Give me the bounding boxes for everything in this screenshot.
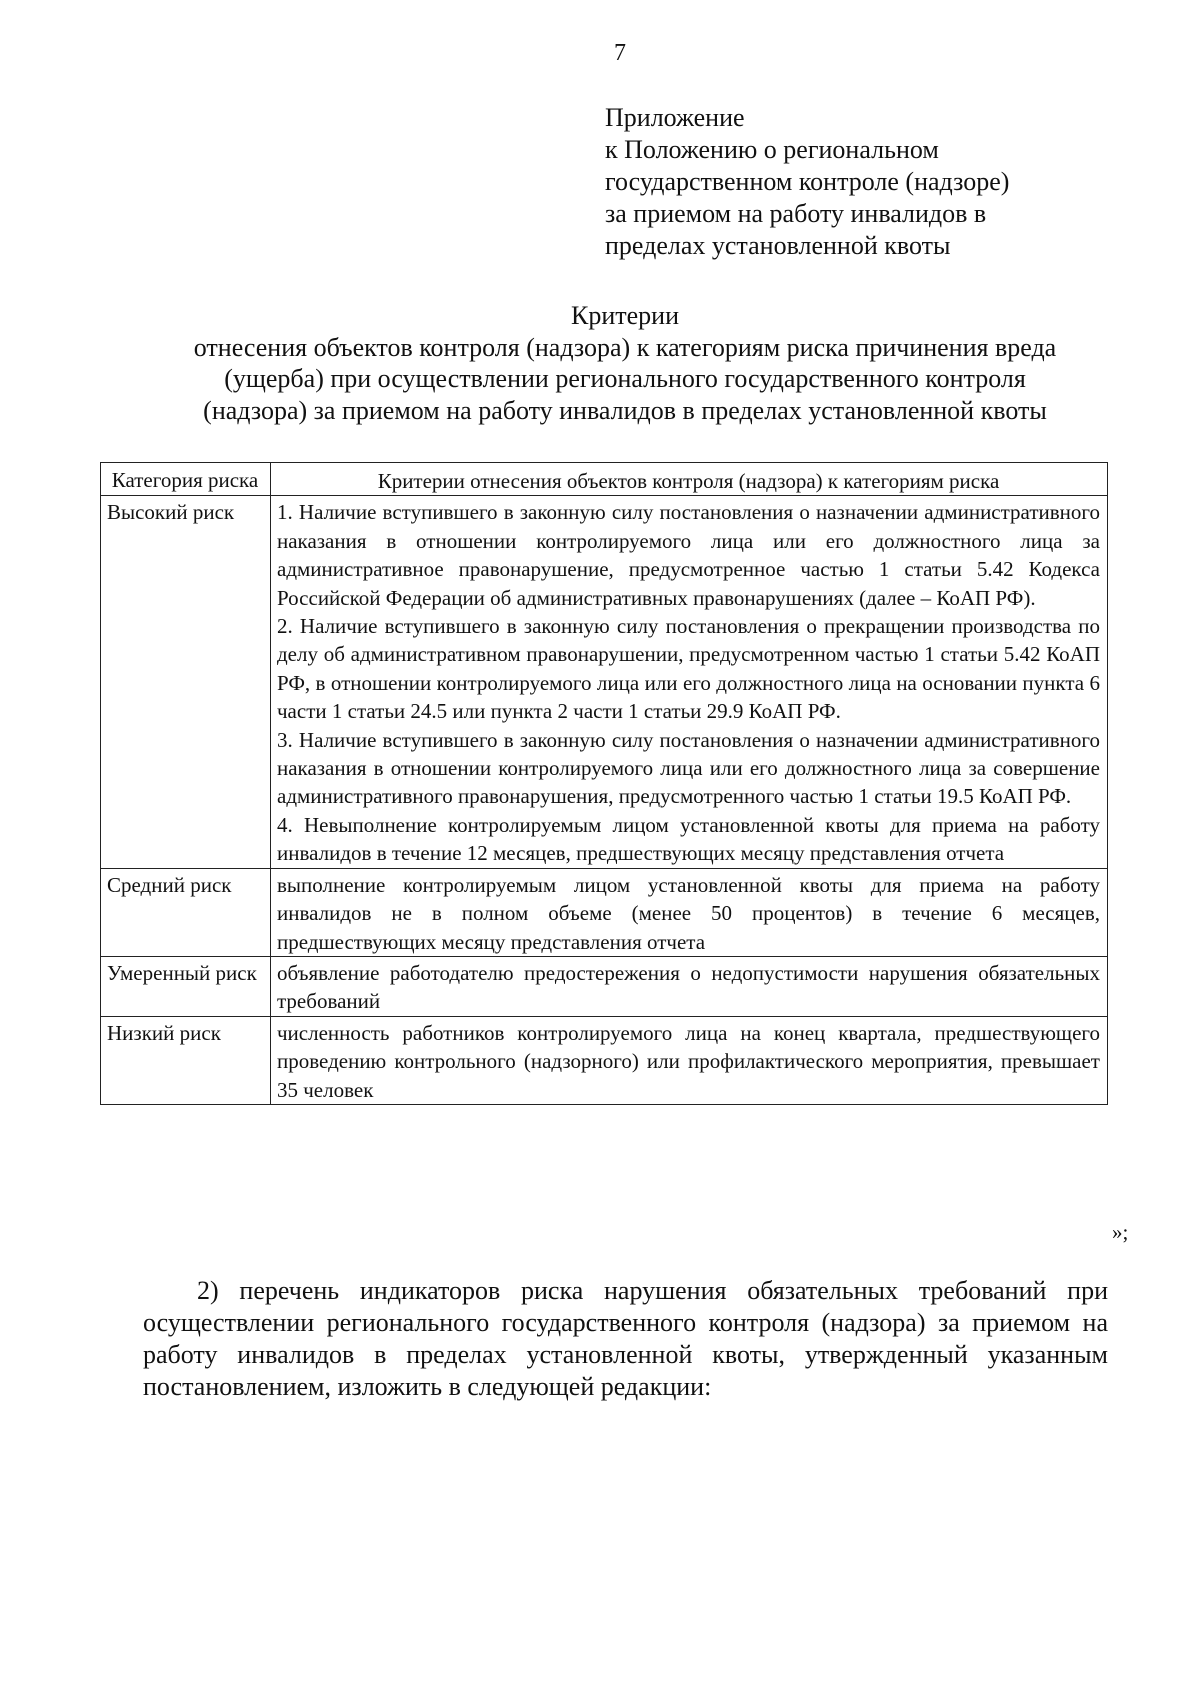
title-line: Критерии xyxy=(571,301,679,330)
appendix-line: к Положению о региональном xyxy=(605,135,939,164)
risk-criteria-low xyxy=(271,1016,1108,1104)
title-line: отнесения объектов контроля (надзора) к категориям риска причинения вреда xyxy=(193,332,1057,362)
risk-criteria-high xyxy=(271,496,1108,868)
risk-category-moderate: Умеренный риск xyxy=(101,956,271,1016)
table-row xyxy=(101,956,1108,1016)
appendix-line: государственном контроле (надзоре) xyxy=(605,167,1010,196)
criterion-item: 1. Наличие вступившего в законную силу постановления о назначении административного наказания в отношении контролируемого лица или его должностного лица за административное правонарушение, предусмотренное частью 1 статьи 5.42 Кодекса Российской Федерации об административных правонарушениях (далее – КоАП РФ). xyxy=(277,500,1100,610)
table-row xyxy=(101,496,1108,868)
document-title xyxy=(100,300,1150,426)
table-header-row xyxy=(101,463,1108,496)
header-category: Категория риска xyxy=(101,463,271,496)
risk-criteria-medium xyxy=(271,868,1108,956)
risk-category-high: Высокий риск xyxy=(101,496,271,868)
closing-quote-mark: »; xyxy=(1112,1220,1129,1244)
appendix-line: Приложение xyxy=(605,103,745,132)
title-line: (ущерба) при осуществлении регионального государственного контроля xyxy=(224,364,1026,393)
table-row xyxy=(101,1016,1108,1104)
risk-criteria-table xyxy=(100,462,1108,1105)
criterion-item: объявление работодателю предостережения о недопустимости нарушения обязательных требований xyxy=(277,960,1100,1014)
title-line: (надзора) за приемом на работу инвалидов в пределах установленной квоты xyxy=(203,395,1047,425)
appendix-heading xyxy=(605,102,1125,262)
risk-category-low: Низкий риск xyxy=(101,1016,271,1104)
appendix-line: пределах установленной квоты xyxy=(605,231,951,260)
criterion-item: 4. Невыполнение контролируемым лицом установленной квоты для приема на работу инвалидов в течение 12 месяцев, предшествующих месяцу представления отчета xyxy=(277,812,1100,866)
criterion-item: численность работников контролируемого лица на конец квартала, предшествующего проведению контрольного (надзорного) или профилактического мероприятия, превышает 35 человек xyxy=(277,1020,1100,1102)
risk-criteria-moderate xyxy=(271,956,1108,1016)
criterion-item: выполнение контролируемым лицом установленной квоты для приема на работу инвалидов не в полном объеме (менее 50 процентов) в течение 6 месяцев, предшествующих месяцу представления отчета xyxy=(277,872,1100,954)
risk-category-medium: Средний риск xyxy=(101,868,271,956)
header-criteria: Критерии отнесения объектов контроля (надзора) к категориям риска xyxy=(271,463,1108,496)
appendix-line: за приемом на работу инвалидов в xyxy=(605,199,987,228)
criterion-item: 2. Наличие вступившего в законную силу постановления о прекращении производства по делу об административном правонарушении, предусмотренном частью 1 статьи 5.42 КоАП РФ, в отношении контролируемого лица или его должностного лица на основании пункта 6 части 1 статьи 24.5 или пункта 2 части 1 статьи 29.9 КоАП РФ. xyxy=(277,614,1100,724)
criterion-item: 3. Наличие вступившего в законную силу постановления о назначении административного наказания в отношении контролируемого лица или его должностного лица за совершение административного правонарушения, предусмотренного частью 1 статьи 19.5 КоАП РФ. xyxy=(277,727,1100,809)
page-number: 7 xyxy=(614,40,626,66)
body-paragraph: 2) перечень индикаторов риска нарушения обязательных требований при осуществлении регионального государственного контроля (надзора) за приемом на работу инвалидов в пределах установленной квоты, утвержденный указанным постановлением, изложить в следующей редакции: xyxy=(143,1276,1108,1401)
table-row xyxy=(101,868,1108,956)
